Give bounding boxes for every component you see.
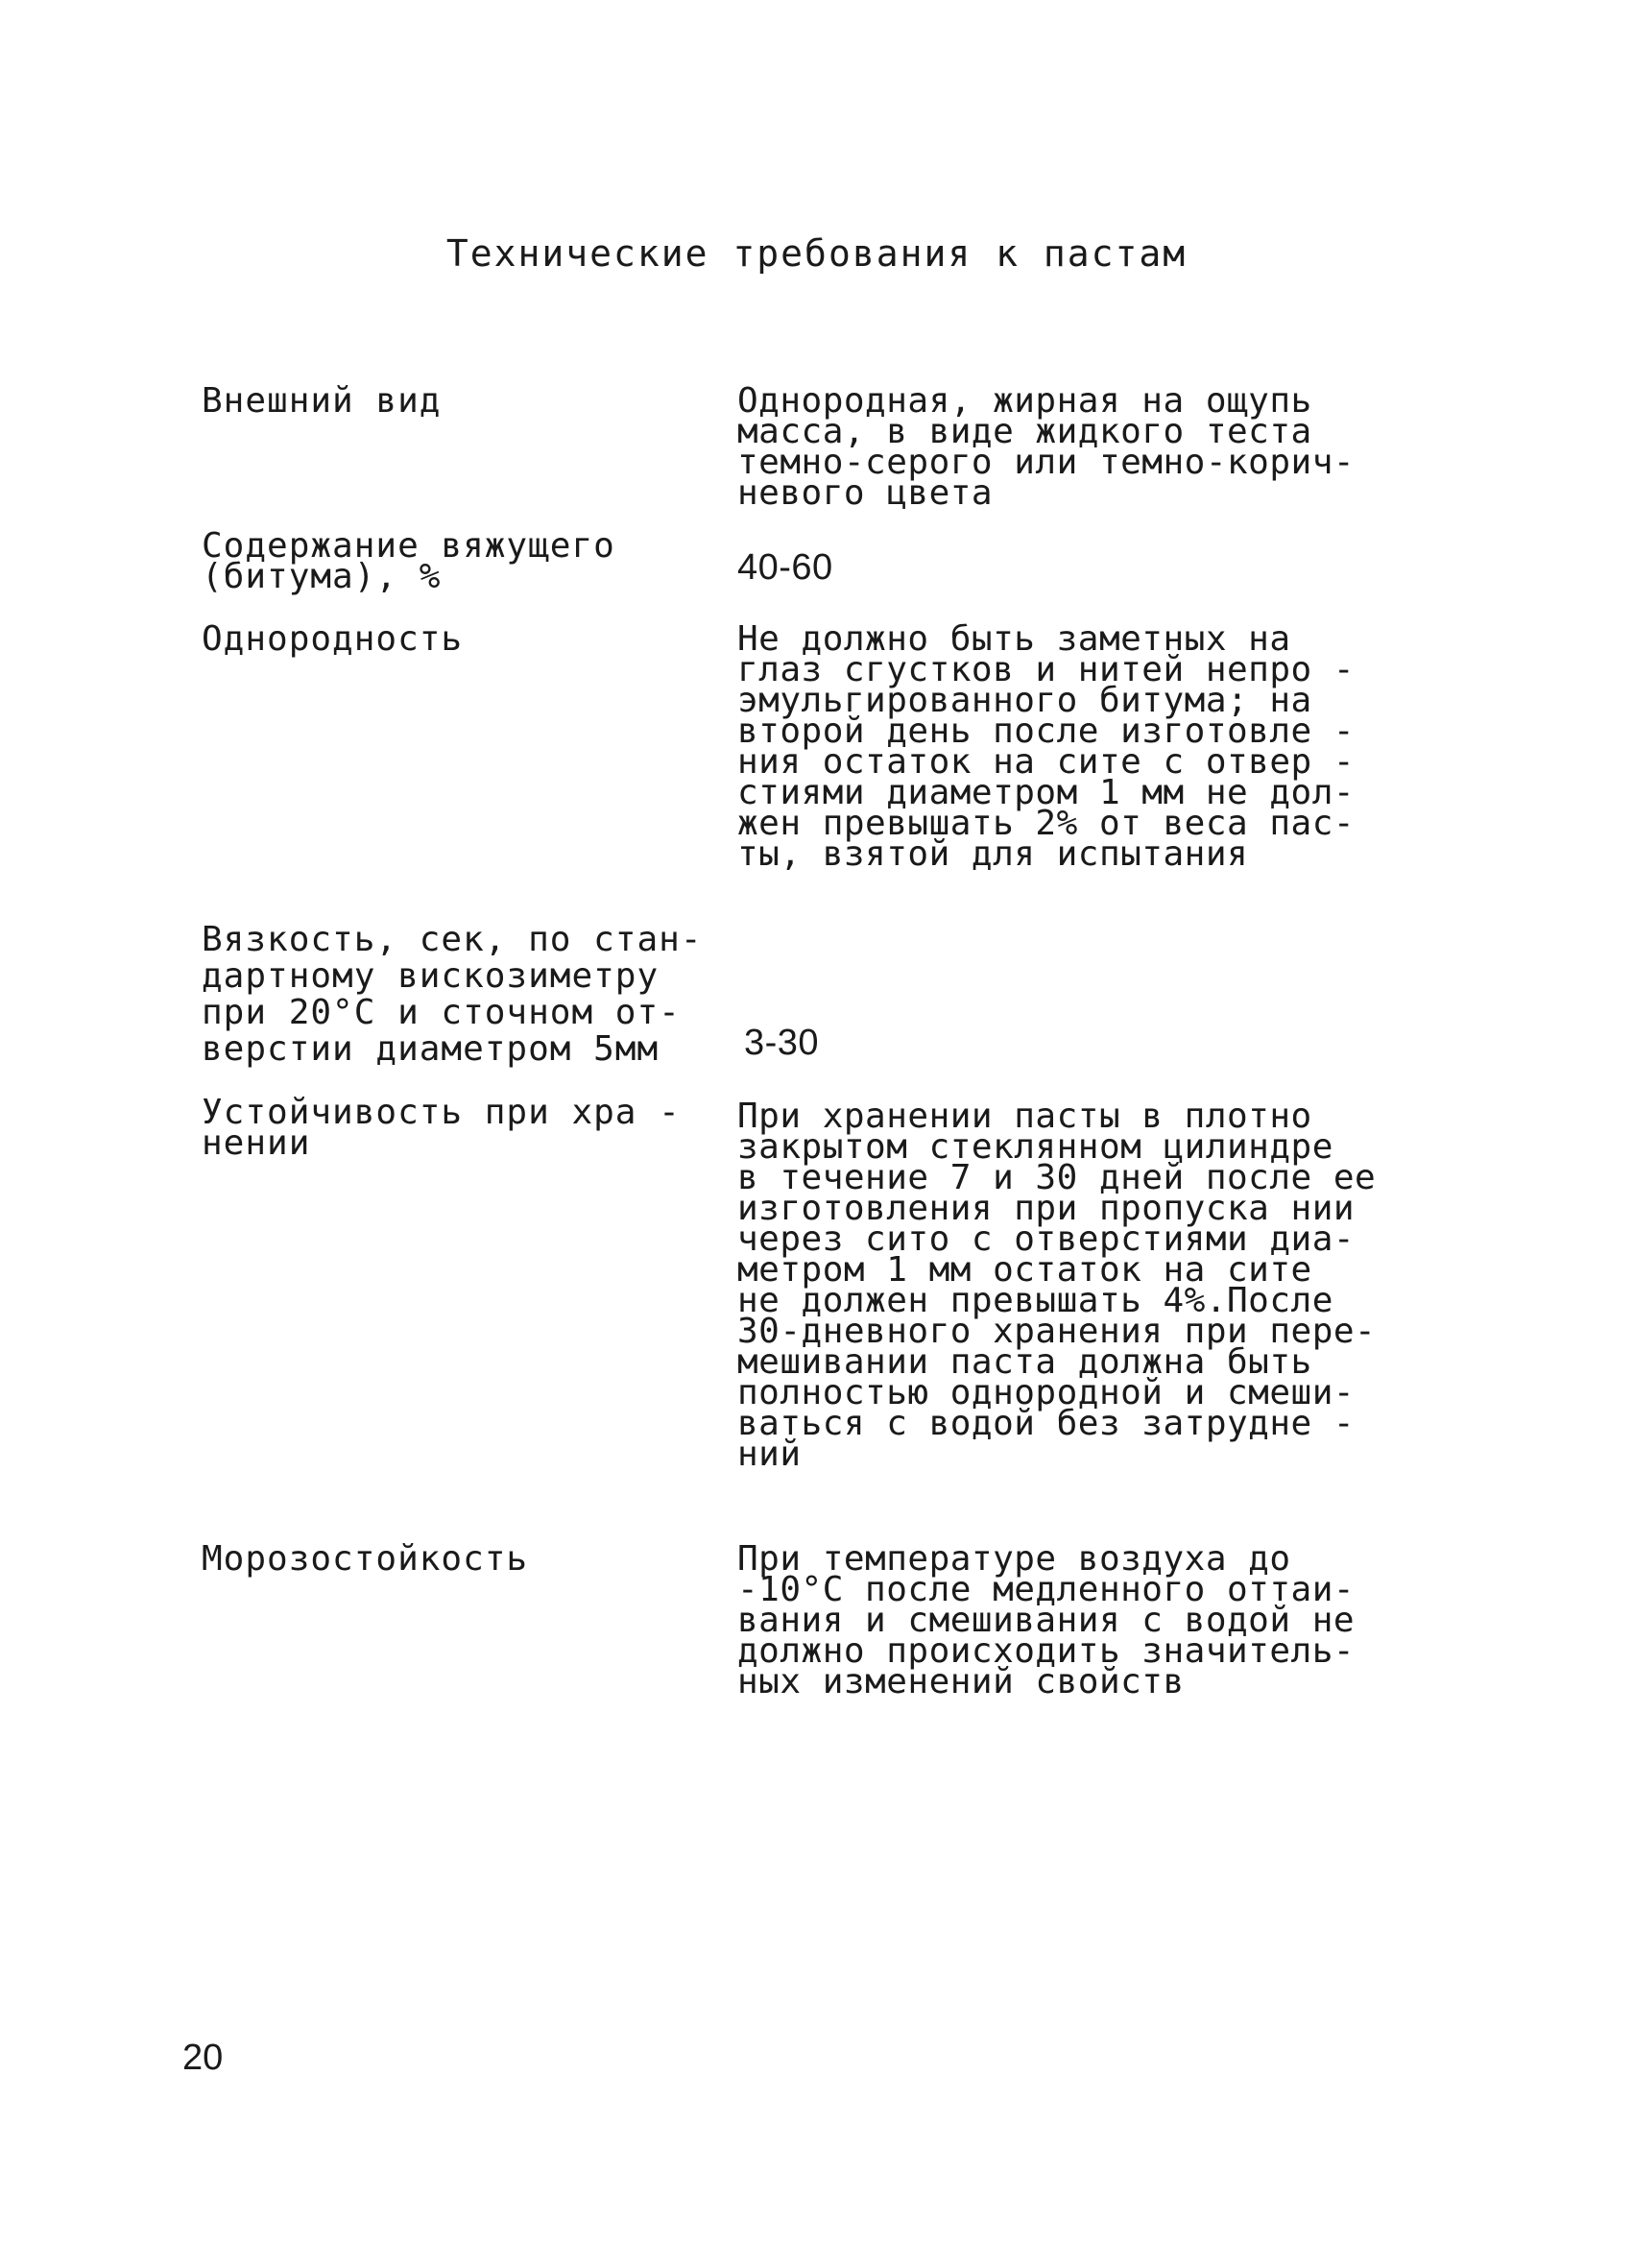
requirement-value: Не должно быть заметных на глаз сгустков и нитей непро - эмульгированного битума; на второй день после изготовле - ния остаток на сите с отвер - стиями диаметром 1 мм не дол- жен превышать 2% от веса пас- ты, взятой для испытания: [737, 619, 1356, 874]
requirement-label: Вязкость, сек, по стан- дартному вискозиметру при 20°С и сточном от- верстии диаметром 5мм: [202, 920, 703, 1069]
requirement-label: Устойчивость при хра - нении: [202, 1093, 681, 1163]
requirement-value: 40-60: [737, 547, 833, 588]
requirement-label: Содержание вяжущего (битума), %: [202, 526, 615, 596]
requirement-value: 3-30: [744, 1023, 820, 1063]
requirement-value: При температуре воздуха до -10°С после медленного оттаи- вания и смешивания с водой не должно происходить значитель- ных изменений свойств: [737, 1539, 1356, 1701]
requirement-label: Морозостойкость: [202, 1539, 529, 1579]
page-number: 20: [182, 2038, 224, 2078]
page-title: Технические требования к пастам: [445, 232, 1188, 275]
requirement-label: Однородность: [202, 619, 464, 659]
requirement-value: При хранении пасты в плотно закрытом стеклянном цилиндре в течение 7 и 30 дней после ее изготовления при пропуска нии через сито с отверстиями диа- метром 1 мм остаток на сите не должен превышать 4%.После 30-дневного хранения при пере- мешивании паста должна быть полностью однородной и смеши- ваться с водой без затрудне - ний: [737, 1097, 1377, 1474]
requirement-label: Внешний вид: [202, 381, 442, 421]
requirement-value: Однородная, жирная на ощупь масса, в виде жидкого теста темно-серого или темно-корич- невого цвета: [737, 381, 1356, 513]
